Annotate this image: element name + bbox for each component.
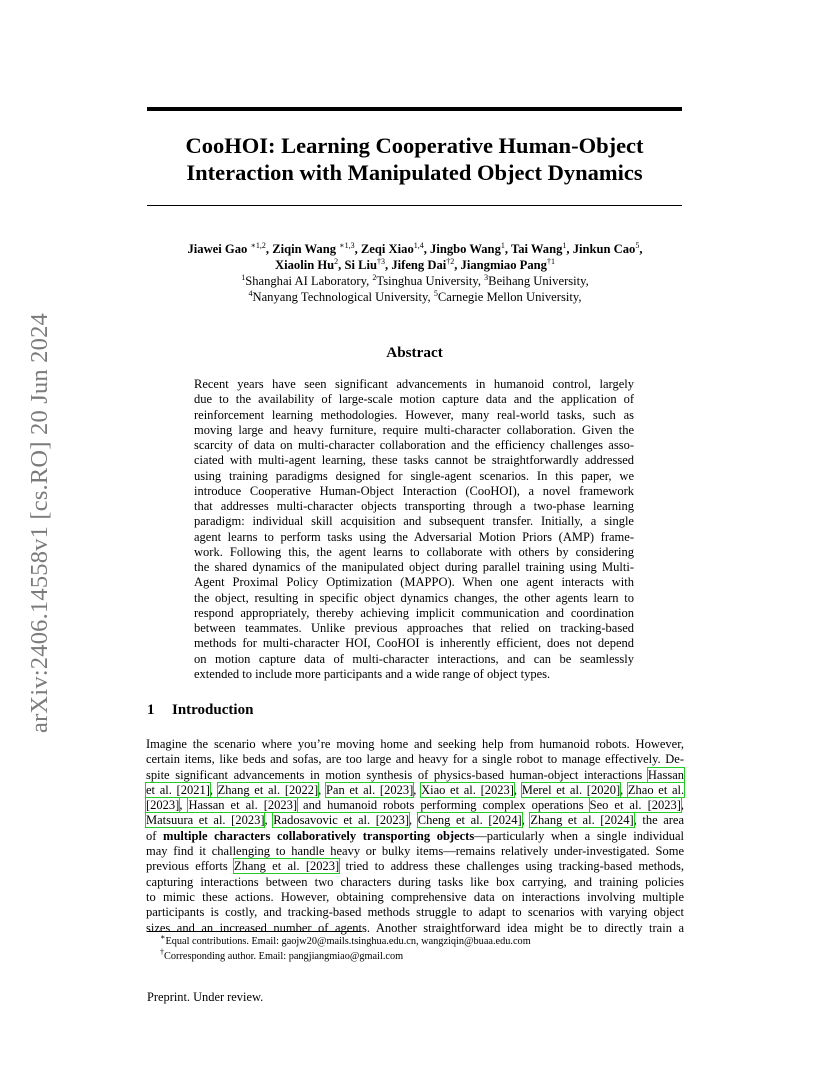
citation-link[interactable]: Zhao et al. — [627, 782, 685, 797]
author-line-2: Xiaolin Hu$^2$, Si Liu$^{\dagger 3}$, Jifeng Dai$^{\dagger 2}$, Jiangmiao Pang$^{\dagger 1}$ — [275, 256, 555, 272]
abstract-line: the object, resulting in specific object dynamics changes, the other agents learn to — [194, 590, 634, 605]
abstract-line: scarcity of data on multi-character collaboration and the efficiency challenges asso- — [194, 438, 634, 452]
citation-link[interactable]: Pan et al. [2023] — [325, 782, 414, 797]
abstract-line: respond appropriately, thereby achieving implicit communication and coordination — [194, 605, 634, 620]
title-top-rule — [147, 107, 682, 111]
abstract-line: Recent years have seen significant advancements in humanoid control, largely — [194, 377, 634, 391]
introduction-body — [146, 737, 684, 936]
intro-line: spite significant advancements in motion synthesis of physics-based human-object interactions Hassan — [146, 767, 684, 782]
intro-line: Matsuura et al. [2023], Radosavovic et al. [2023], Cheng et al. [2024], Zhang et al. [2024], the area — [146, 813, 685, 828]
section-title: Introduction — [172, 702, 254, 718]
abstract-line: Agent Proximal Policy Optimization (MAPPO). When one agent interacts with — [194, 575, 634, 590]
citation-link[interactable]: Zhang et al. [2023] — [233, 859, 340, 874]
footnote-rule — [147, 931, 362, 932]
intro-line: Imagine the scenario where you’re moving home and seeking help from humanoid robots. However, — [146, 737, 684, 751]
intro-line: sizes and an increased number of agents. Another straightforward idea might be to directly train a — [146, 920, 684, 935]
abstract-line: introduce Cooperative Human-Object Interaction (CooHOI), a novel framework — [194, 483, 634, 498]
footnote-corresponding-author: †Corresponding author. Email: pangjiangmiao@gmail.com — [160, 947, 404, 962]
footnote-equal-contribution: ∗Equal contributions. Email: gaojw20@mails.tsinghua.edu.cn, wangziqin@buaa.edu.com — [160, 932, 531, 947]
abstract-line: methods for multi-character HOI, CooHOI is inherently efficient, does not depend — [194, 636, 634, 651]
title-line-2: Interaction with Manipulated Object Dynamics — [186, 160, 643, 185]
abstract-line: using training paradigms designed for single-agent scenarios. In this paper, we — [194, 468, 634, 483]
citation-link[interactable]: Xiao et al. [2023] — [421, 782, 514, 797]
abstract-line: paradigm: individual skill acquisition and subsequent transfer. Initially, a single — [194, 514, 634, 529]
citation-link[interactable]: Zhang et al. [2024] — [530, 813, 634, 828]
abstract-line: on motion capture data of multi-character interactions, and can be seamlessly — [194, 651, 634, 666]
abstract-line: that addresses multi-character objects transporting through a two-phase learning — [194, 499, 634, 513]
citation-link[interactable]: et al. [2021] — [146, 782, 210, 797]
citation-link[interactable]: Merel et al. [2020] — [521, 782, 621, 797]
intro-line: may find it challenging to handle heavy or bulky items—remains relatively under-investigated. Some — [146, 844, 684, 859]
preprint-notice: Preprint. Under review. — [147, 990, 264, 1004]
affiliation-line-1: $^1$Shanghai AI Laboratory, $^2$Tsinghua University, $^3$Beihang University, — [241, 272, 589, 288]
title-line-1: CooHOI: Learning Cooperative Human-Object — [185, 133, 644, 158]
intro-line: to mimic these actions. However, obtaining comprehensive data on interactions involving multiple — [146, 889, 684, 904]
citation-link[interactable]: Cheng et al. [2024] — [417, 813, 522, 828]
author-line-1: Jiawei Gao $^{∗1,2}$, Ziqin Wang $^{∗1,3}$, Zeqi Xiao$^{1,4}$, Jingbo Wang$^1$, Tai Wang$^1$, Jinkun Cao$^5$, — [187, 240, 643, 256]
citation-link[interactable]: Matsuura et al. [2023] — [146, 813, 265, 828]
arxiv-id: arXiv:2406.14558v1 [cs.RO] 20 Jun 2024 — [26, 313, 53, 733]
intro-line: of multiple characters collaboratively transporting objects—particularly when a single individual — [146, 828, 684, 843]
abstract-line: moving large and heavy furniture, require multi-character collaboration. Given the — [194, 422, 634, 437]
section-number: 1 — [147, 702, 155, 718]
citation-link[interactable]: [2023] — [146, 798, 180, 813]
abstract-line: ciated with multi-agent learning, these tasks cannot be straightforwardly addressed — [194, 453, 634, 468]
intro-line: [2023], Hassan et al. [2023] and humanoid robots performing complex operations Seo et al. [2023], — [146, 798, 685, 813]
intro-line: previous efforts Zhang et al. [2023] tried to address these challenges using tracking-based methods, — [146, 859, 685, 874]
intro-line: capturing interactions between two characters during tasks like box carrying, and training policies — [146, 874, 684, 889]
citation-link[interactable]: Hassan — [647, 767, 684, 782]
intro-line: certain items, like beds and sofas, are too large and heavy for a single robot to manage effectively. De- — [146, 752, 684, 767]
intro-line: et al. [2021], Zhang et al. [2022], Pan et al. [2023], Xiao et al. [2023], Merel et al. [2020], Zhao et al. — [146, 782, 685, 797]
abstract-body — [194, 377, 634, 682]
citation-link[interactable]: Seo et al. [2023] — [589, 798, 681, 813]
section-heading — [147, 702, 253, 719]
abstract-heading: Abstract — [386, 344, 443, 361]
author-block — [120, 241, 710, 305]
affiliation-line-2: $^4$Nanyang Technological University, $^5$Carnegie Mellon University, — [248, 288, 582, 304]
abstract-line: the shared dynamics of the manipulated object during parallel training using Multi- — [194, 560, 634, 574]
footnotes — [160, 932, 531, 964]
paper-title — [147, 132, 682, 186]
abstract-line: extended to include more participants and a wide range of object types. — [194, 666, 551, 681]
abstract-line: reinforcement learning methodologies. However, many real-world tasks, such as — [194, 407, 634, 422]
abstract-line: work. Following this, the agent learns to collaborate with others by considering — [194, 544, 634, 559]
intro-line: participants is costly, and tracking-based methods struggle to adapt to scenarios with varying object — [146, 905, 684, 920]
citation-link[interactable]: Radosavovic et al. [2023] — [273, 813, 410, 828]
title-bottom-rule — [147, 205, 682, 206]
abstract-line: due to the availability of large-scale motion capture data and the application of — [194, 392, 634, 407]
citation-link[interactable]: Hassan et al. [2023] — [188, 798, 298, 813]
abstract-line: between teammates. Unlike previous approaches that relied on tracking-based — [194, 621, 634, 635]
arxiv-stamp — [20, 288, 60, 758]
abstract-line: agent learns to perform tasks using the Adversarial Motion Priors (AMP) frame- — [194, 529, 634, 544]
citation-link[interactable]: Zhang et al. [2022] — [217, 782, 319, 797]
